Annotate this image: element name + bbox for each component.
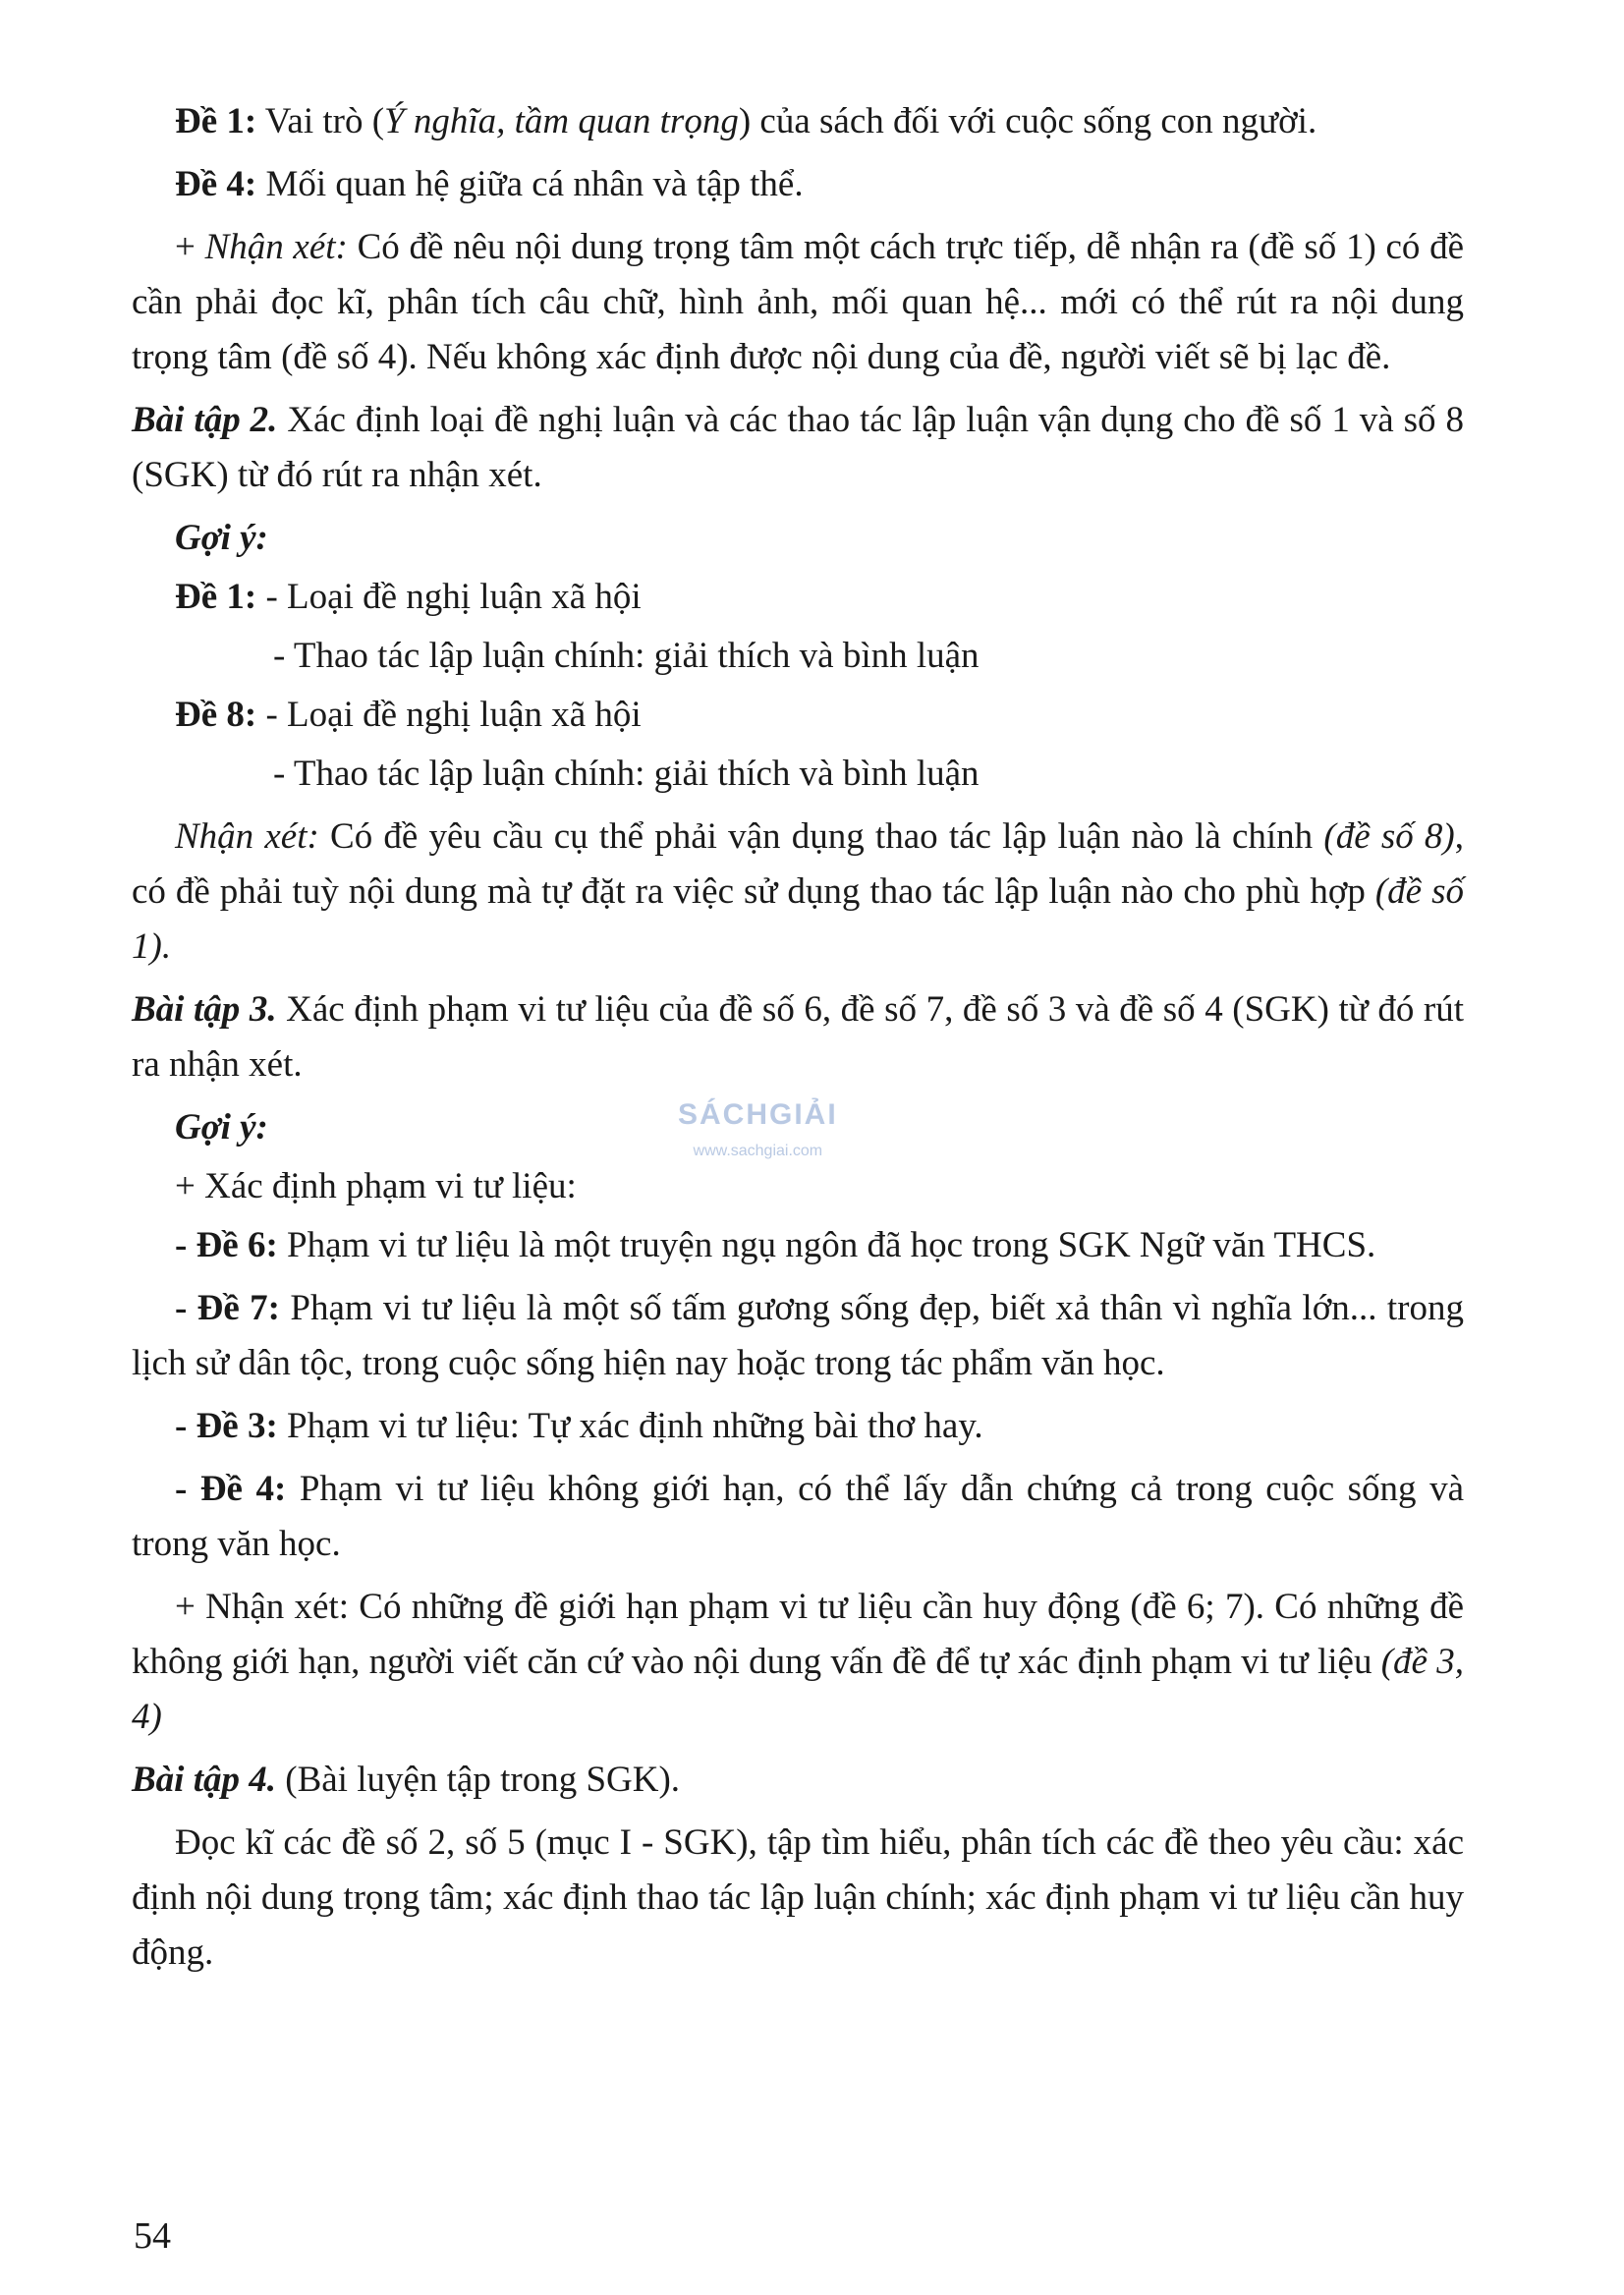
de4-paragraph xyxy=(132,157,1464,212)
bai-tap-3-paragraph xyxy=(132,982,1464,1092)
de1-label: Đề 1: xyxy=(175,101,257,141)
watermark xyxy=(678,1098,838,1161)
nx2-italic-a: (đề số 8) xyxy=(1323,816,1455,857)
de6-text: Phạm vi tư liệu là một truyện ngụ ngôn đã học trong SGK Ngữ văn THCS. xyxy=(277,1225,1376,1265)
de4b-label: - Đề 4: xyxy=(175,1469,287,1509)
nhan-xet-2-paragraph xyxy=(132,810,1464,975)
de4-label: Đề 4: xyxy=(175,164,257,204)
bt2-de1-sub-line xyxy=(132,629,1464,684)
de3-paragraph xyxy=(132,1399,1464,1454)
bt2-de8-sub: - Thao tác lập luận chính: giải thích và bình luận xyxy=(273,754,980,794)
bt3-label: Bài tập 3. xyxy=(132,989,277,1030)
nx2-text-b: , có đề phải tuỳ nội dung mà tự đặt ra việc sử dụng thao tác lập luận nào cho phù hợp xyxy=(132,816,1465,912)
bt2-label: Bài tập 2. xyxy=(132,400,278,440)
nx1-label: Nhận xét: xyxy=(204,227,348,267)
bt2-text: Xác định loại đề nghị luận và các thao tác lập luận vận dụng cho đề số 1 và số 8 (SGK) từ đó rút ra nhận xét. xyxy=(132,400,1464,495)
final-paragraph xyxy=(132,1816,1464,1981)
nx2-text-a: Có đề yêu cầu cụ thể phải vận dụng thao tác lập luận nào là chính xyxy=(318,816,1324,857)
bt2-de1-sub: - Thao tác lập luận chính: giải thích và bình luận xyxy=(273,636,980,676)
nx2-label: Nhận xét: xyxy=(175,816,319,857)
xac-dinh-line xyxy=(132,1159,1464,1214)
bt2-de8-sub-line xyxy=(132,747,1464,802)
bt2-de1-text: - Loại đề nghị luận xã hội xyxy=(256,577,642,617)
bt2-de1-label: Đề 1: xyxy=(175,577,257,617)
nhan-xet-3-paragraph xyxy=(132,1580,1464,1745)
de7-text: Phạm vi tư liệu là một số tấm gương sống đẹp, biết xả thân vì nghĩa lớn... trong lịch sử dân tộc, trong cuộc sống hiện nay hoặc trong tác phẩm văn học. xyxy=(132,1288,1464,1383)
goi-y-1-label: Gợi ý: xyxy=(175,518,268,558)
bt2-de1-line xyxy=(132,570,1464,625)
de7-paragraph xyxy=(132,1281,1464,1391)
nhan-xet-1-paragraph xyxy=(132,220,1464,385)
bai-tap-4-paragraph xyxy=(132,1753,1464,1808)
de1-paragraph xyxy=(132,94,1464,149)
de1-text-a: Vai trò ( xyxy=(256,101,385,141)
final-text: Đọc kĩ các đề số 2, số 5 (mục I - SGK), tập tìm hiểu, phân tích các đề theo yêu cầu: xác định nội dung trọng tâm; xác định thao tác lập luận chính; xác định phạm vi tư liệu cần huy động. xyxy=(132,1822,1464,1973)
de4-text: Mối quan hệ giữa cá nhân và tập thể. xyxy=(256,164,804,204)
goi-y-1 xyxy=(132,511,1464,566)
de6-paragraph xyxy=(132,1218,1464,1273)
watermark-logo: SÁCHGIẢI xyxy=(678,1098,838,1131)
nx1-text: Có đề nêu nội dung trọng tâm một cách trực tiếp, dễ nhận ra (đề số 1) có đề cần phải đọc kĩ, phân tích câu chữ, hình ảnh, mối quan hệ... mới có thể rút ra nội dung trọng tâm (đề số 4). Nếu không xác định được nội dung của đề, người viết sẽ bị lạc đề. xyxy=(132,227,1464,377)
goi-y-2-label: Gợi ý: xyxy=(175,1107,268,1148)
de3-label: - Đề 3: xyxy=(175,1406,278,1446)
watermark-url: www.sachgiai.com xyxy=(693,1143,823,1159)
de6-label: - Đề 6: xyxy=(175,1225,278,1265)
de4b-text: Phạm vi tư liệu không giới hạn, có thể lấy dẫn chứng cả trong cuộc sống và trong văn học. xyxy=(132,1469,1464,1564)
bt2-de8-text: - Loại đề nghị luận xã hội xyxy=(256,695,642,735)
nx1-prefix: + xyxy=(175,227,205,267)
de7-label: - Đề 7: xyxy=(175,1288,281,1328)
de3-text: Phạm vi tư liệu: Tự xác định những bài thơ hay. xyxy=(277,1406,983,1446)
nx3-italic: (đề 3, 4) xyxy=(132,1642,1464,1737)
de1-text-b: ) của sách đối với cuộc sống con người. xyxy=(738,101,1317,141)
bt2-de8-line xyxy=(132,688,1464,743)
bt4-label: Bài tập 4. xyxy=(132,1760,276,1800)
bt2-de8-label: Đề 8: xyxy=(175,695,257,735)
de1-italic: Ý nghĩa, tầm quan trọng xyxy=(384,101,739,141)
page-body xyxy=(132,94,1464,1988)
nx2-italic-b: (đề số 1). xyxy=(132,871,1464,967)
nx3-text: + Nhận xét: Có những đề giới hạn phạm vi tư liệu cần huy động (đề 6; 7). Có những đề không giới hạn, người viết căn cứ vào nội dung vấn đề để tự xác định phạm vi tư liệu xyxy=(132,1587,1464,1682)
bai-tap-2-paragraph xyxy=(132,393,1464,503)
page-number: 54 xyxy=(134,2215,171,2257)
de4b-paragraph xyxy=(132,1462,1464,1572)
bt4-text: (Bài luyện tập trong SGK). xyxy=(276,1760,681,1800)
bt3-text: Xác định phạm vi tư liệu của đề số 6, đề số 7, đề số 3 và đề số 4 (SGK) từ đó rút ra nhận xét. xyxy=(132,989,1464,1085)
xac-dinh-text: + Xác định phạm vi tư liệu: xyxy=(175,1166,577,1206)
